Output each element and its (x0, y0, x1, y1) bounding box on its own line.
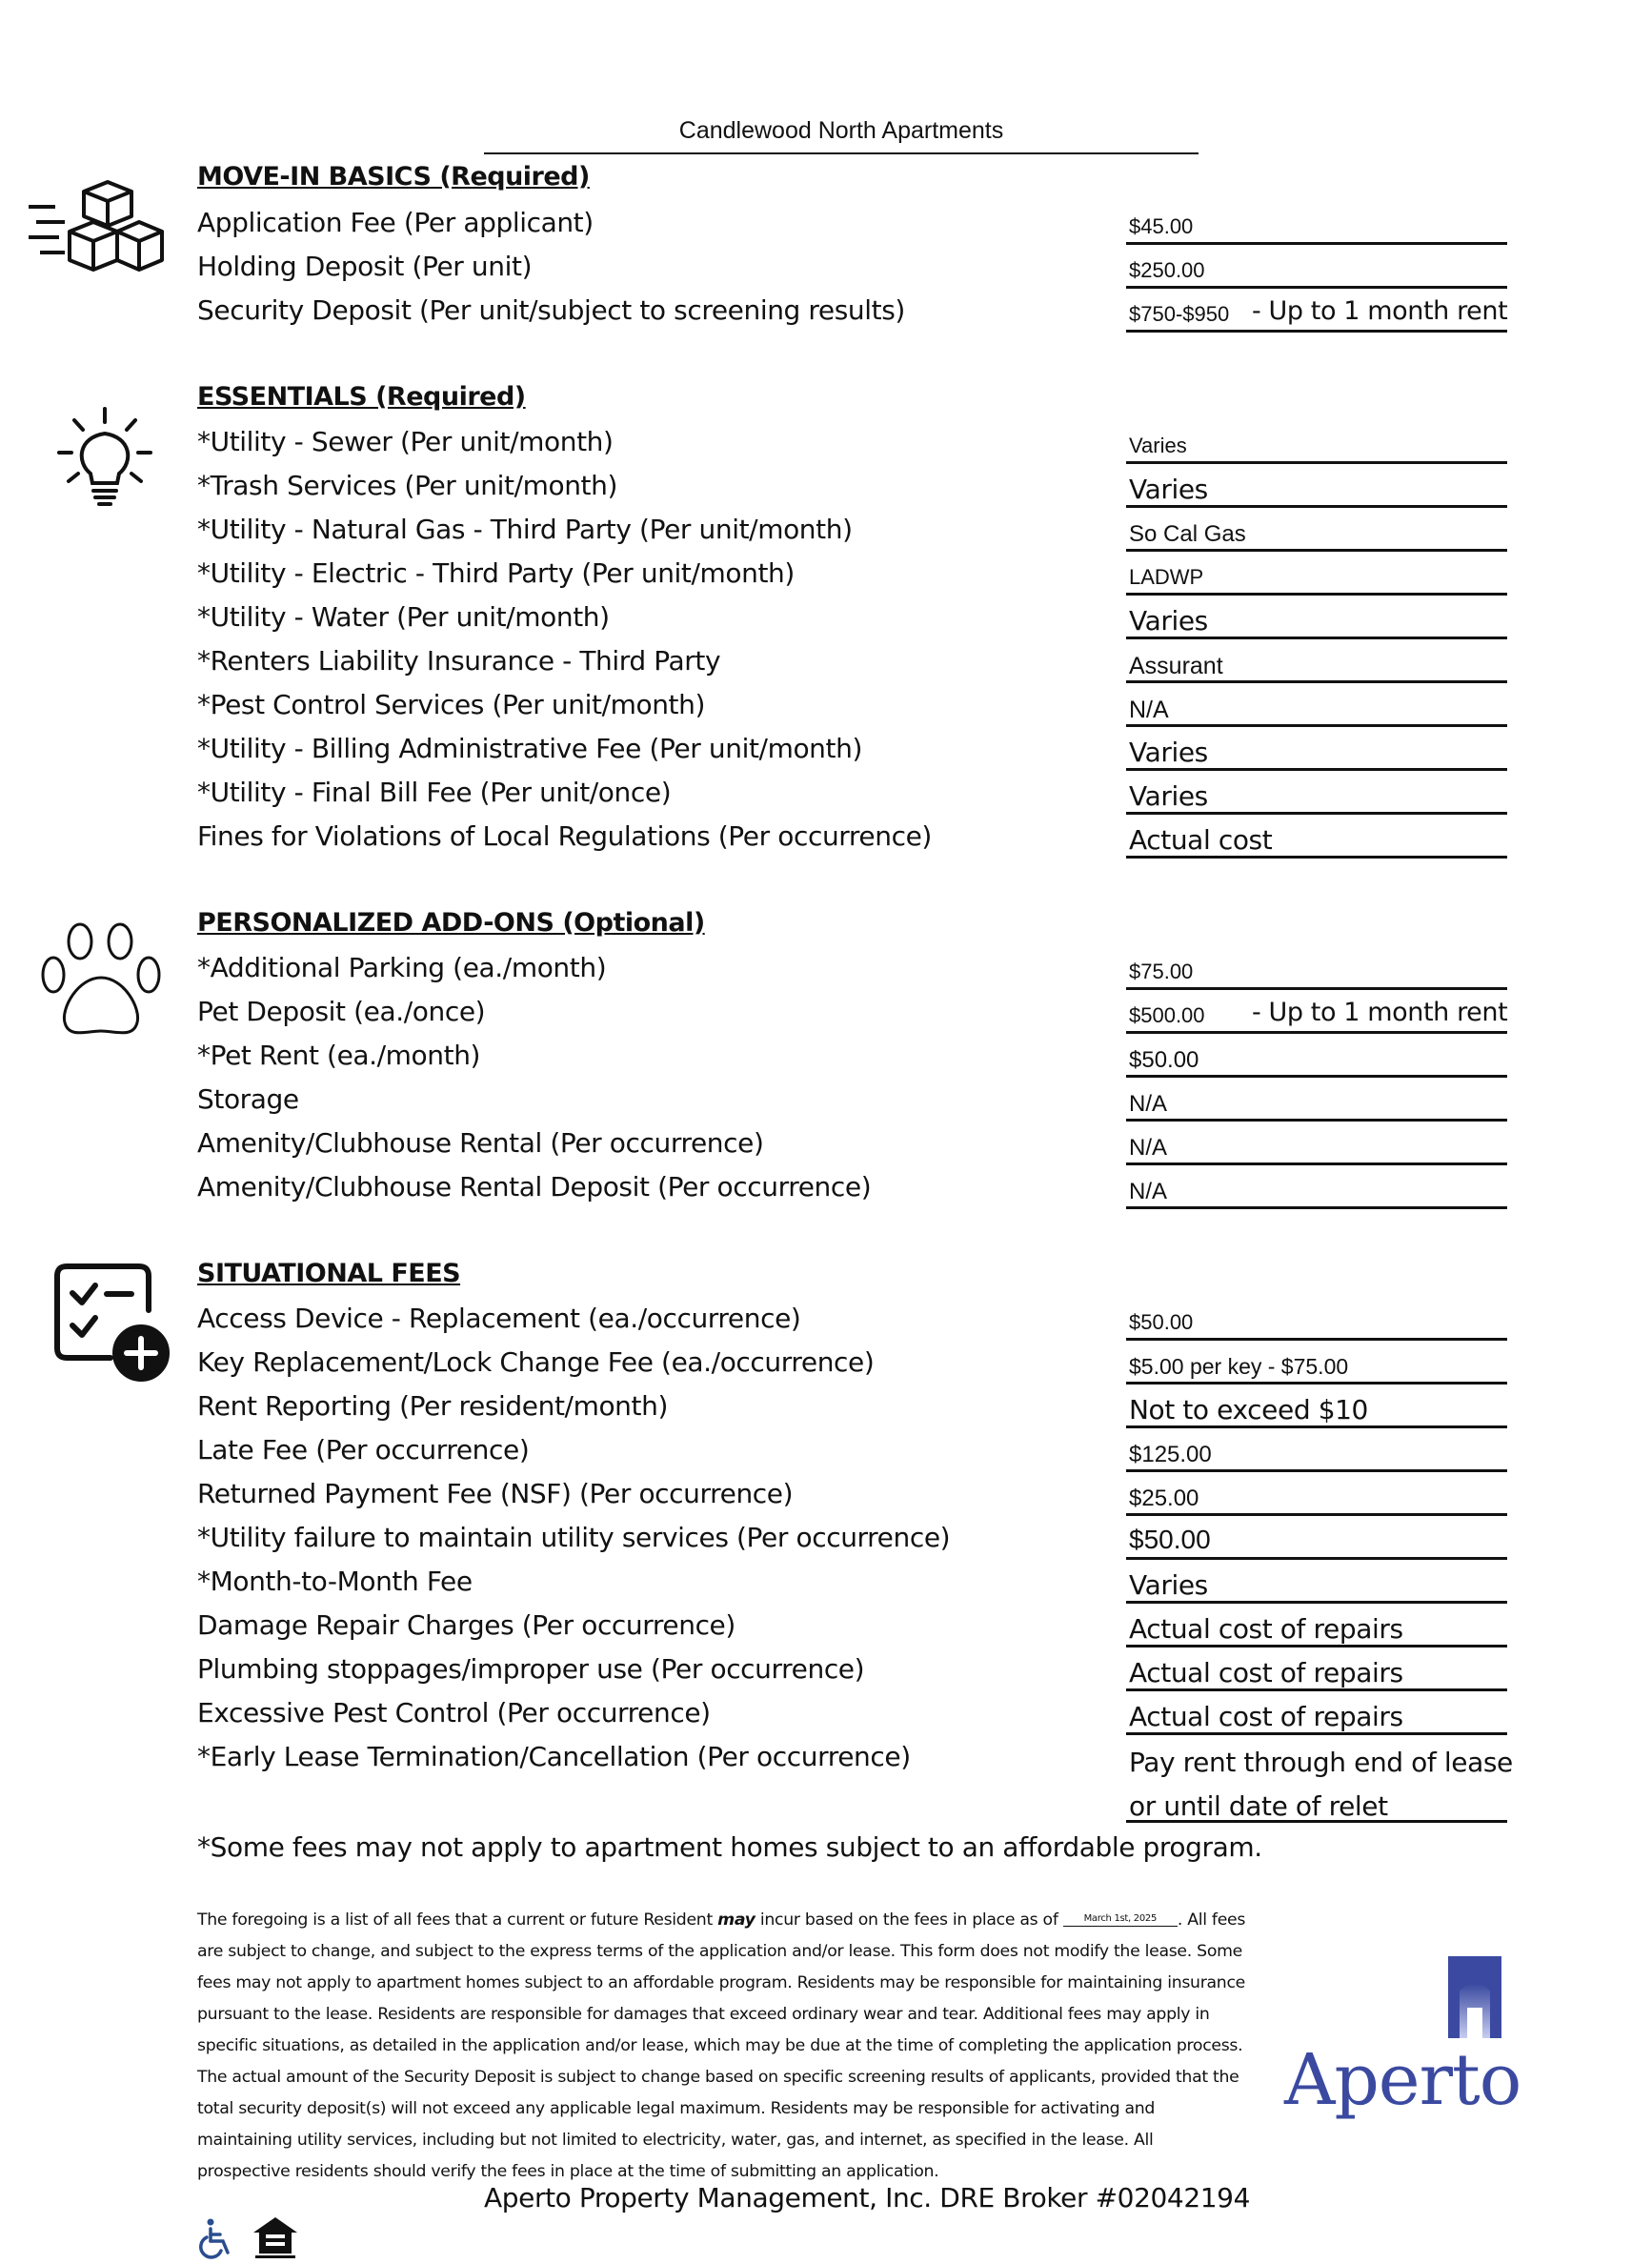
fee-label: Pet Deposit (ea./once) (197, 996, 486, 1027)
fee-value: Actual cost of repairs (1126, 1697, 1507, 1735)
fee-label: *Utility failure to maintain utility services (Per occurrence) (197, 1522, 951, 1553)
fee-value: $50.00 (1126, 1040, 1507, 1078)
fee-label: *Utility - Sewer (Per unit/month) (197, 426, 614, 457)
fee-value-line2: or until date of relet (1129, 1790, 1388, 1822)
fee-label: Rent Reporting (Per resident/month) (197, 1390, 668, 1422)
fee-value: $25.00 (1126, 1478, 1507, 1516)
fee-label: *Trash Services (Per unit/month) (197, 470, 617, 501)
fee-value (1126, 294, 1507, 333)
fee-value: $5.00 per key - $75.00 (1126, 1346, 1507, 1385)
fee-value: N/A (1126, 689, 1507, 727)
fee-label: Security Deposit (Per unit/subject to screening results) (197, 294, 905, 326)
fee-value (1126, 996, 1507, 1034)
fee-label: Fines for Violations of Local Regulations (Per occurrence) (197, 820, 932, 852)
fee-label: *Early Lease Termination/Cancellation (Per occurrence) (197, 1741, 911, 1772)
fee-label: Storage (197, 1083, 299, 1115)
affordable-program-note: *Some fees may not apply to apartment homes subject to an affordable program. (197, 1831, 1262, 1863)
fee-label: Key Replacement/Lock Change Fee (ea./occurrence) (197, 1346, 875, 1378)
disclaimer-emphasis: may (717, 1910, 755, 1930)
fee-value: $50.00 (1126, 1303, 1507, 1341)
fee-value-amount: $750-$950 (1129, 302, 1230, 326)
fee-label: Plumbing stoppages/improper use (Per occurrence) (197, 1653, 865, 1685)
fee-label: *Renters Liability Insurance - Third Party (197, 645, 721, 677)
fee-label: Damage Repair Charges (Per occurrence) (197, 1609, 735, 1641)
fee-label: Excessive Pest Control (Per occurrence) (197, 1697, 711, 1728)
checklist-add-icon (53, 1263, 172, 1385)
fee-value-note: - Up to 1 month rent (1252, 296, 1508, 326)
equal-housing-icon (252, 2215, 299, 2263)
disclaimer-paragraph (197, 1905, 1250, 2188)
accessibility-icon (197, 2217, 235, 2263)
fee-value: Varies (1126, 733, 1507, 771)
fee-label: *Month-to-Month Fee (197, 1566, 473, 1597)
fee-label: *Utility - Electric - Third Party (Per unit/month) (197, 557, 795, 589)
fee-label: Access Device - Replacement (ea./occurrence) (197, 1303, 801, 1334)
lightbulb-icon (57, 405, 152, 514)
fee-value: N/A (1126, 1171, 1507, 1209)
fee-value-line1: Pay rent through end of lease (1129, 1747, 1513, 1778)
fee-value: Varies (1126, 777, 1507, 815)
fee-value: Varies (1126, 470, 1507, 508)
fee-value (1126, 1741, 1513, 1823)
fee-label: *Utility - Water (Per unit/month) (197, 601, 610, 633)
fee-label: Holding Deposit (Per unit) (197, 251, 533, 282)
fee-label: *Additional Parking (ea./month) (197, 952, 607, 983)
effective-date: March 1st, 2025 (1063, 1912, 1178, 1927)
fee-value: Actual cost (1126, 820, 1507, 859)
fee-label: Amenity/Clubhouse Rental (Per occurrence) (197, 1127, 764, 1159)
fee-label: *Utility - Final Bill Fee (Per unit/once) (197, 777, 672, 808)
fee-value: N/A (1126, 1083, 1507, 1122)
paw-icon (40, 922, 164, 1045)
fee-label: *Pest Control Services (Per unit/month) (197, 689, 705, 720)
fee-value: LADWP (1126, 557, 1507, 596)
section-heading-addons: PERSONALIZED ADD-ONS (Optional) (197, 908, 705, 938)
fee-label: Returned Payment Fee (NSF) (Per occurrence) (197, 1478, 794, 1509)
fee-value: Actual cost of repairs (1126, 1653, 1507, 1691)
fee-value-amount: $500.00 (1129, 1003, 1205, 1027)
fee-value: $45.00 (1126, 207, 1507, 245)
fee-value: N/A (1126, 1127, 1507, 1165)
fee-value: Assurant (1126, 645, 1507, 683)
fee-value: $125.00 (1126, 1434, 1507, 1472)
fee-value: Actual cost of repairs (1126, 1609, 1507, 1647)
disclaimer-lead: The foregoing is a list of all fees that a current or future Resident (197, 1910, 713, 1930)
section-heading-move-in: MOVE-IN BASICS (Required) (197, 162, 590, 192)
fee-value: $250.00 (1126, 251, 1507, 289)
section-heading-situational: SITUATIONAL FEES (197, 1259, 461, 1288)
fee-label: Amenity/Clubhouse Rental Deposit (Per occurrence) (197, 1171, 872, 1203)
fee-value: Varies (1126, 426, 1507, 464)
disclaimer-rest: . All fees are subject to change, and subject to the express terms of the application and/or lease. This form does not modify the lease. Some fees may not apply to apartment homes subject to an affordable program. Residents may be responsible for maintaining insurance pursuant to the lease. Residents are responsible for damages that exceed ordinary wear and tear. Additional fees may apply in specific situations, as detailed in the application and/or lease, which may be due at the time of completing the application process. The actual amount of the Security Deposit is subject to change based on specific screening results of applicants, provided that the total security deposit(s) will not exceed any applicable legal maximum. Residents may be responsible for activating and maintaining utility services, including but not limited to electricity, water, gas, and internet, as specified in the lease. All prospective residents should verify the fees in place at the time of submitting an application. (197, 1910, 1246, 2181)
aperto-logo-text: Aperto (1284, 2039, 1521, 2121)
fee-value: So Cal Gas (1126, 514, 1507, 552)
fee-label: *Utility - Natural Gas - Third Party (Per unit/month) (197, 514, 853, 545)
fee-label: *Pet Rent (ea./month) (197, 1040, 481, 1071)
section-heading-essentials: ESSENTIALS (Required) (197, 382, 526, 412)
fee-value: Varies (1126, 601, 1507, 639)
fee-label: Late Fee (Per occurrence) (197, 1434, 530, 1466)
aperto-logo-mark (1448, 1956, 1501, 2042)
property-title: Candlewood North Apartments (484, 117, 1199, 154)
fee-label: Application Fee (Per applicant) (197, 207, 594, 238)
fee-value: $75.00 (1126, 952, 1507, 990)
fee-value-note: - Up to 1 month rent (1252, 998, 1508, 1027)
fee-value: Varies (1126, 1566, 1507, 1604)
disclaimer-mid: incur based on the fees in place as of (759, 1910, 1058, 1930)
fee-value: Not to exceed $10 (1126, 1390, 1507, 1428)
fee-value: $50.00 (1126, 1522, 1507, 1560)
footer-broker-info: Aperto Property Management, Inc. DRE Broker #02042194 (484, 2182, 1250, 2213)
boxes-icon (27, 176, 170, 285)
fee-label: *Utility - Billing Administrative Fee (Per unit/month) (197, 733, 862, 764)
